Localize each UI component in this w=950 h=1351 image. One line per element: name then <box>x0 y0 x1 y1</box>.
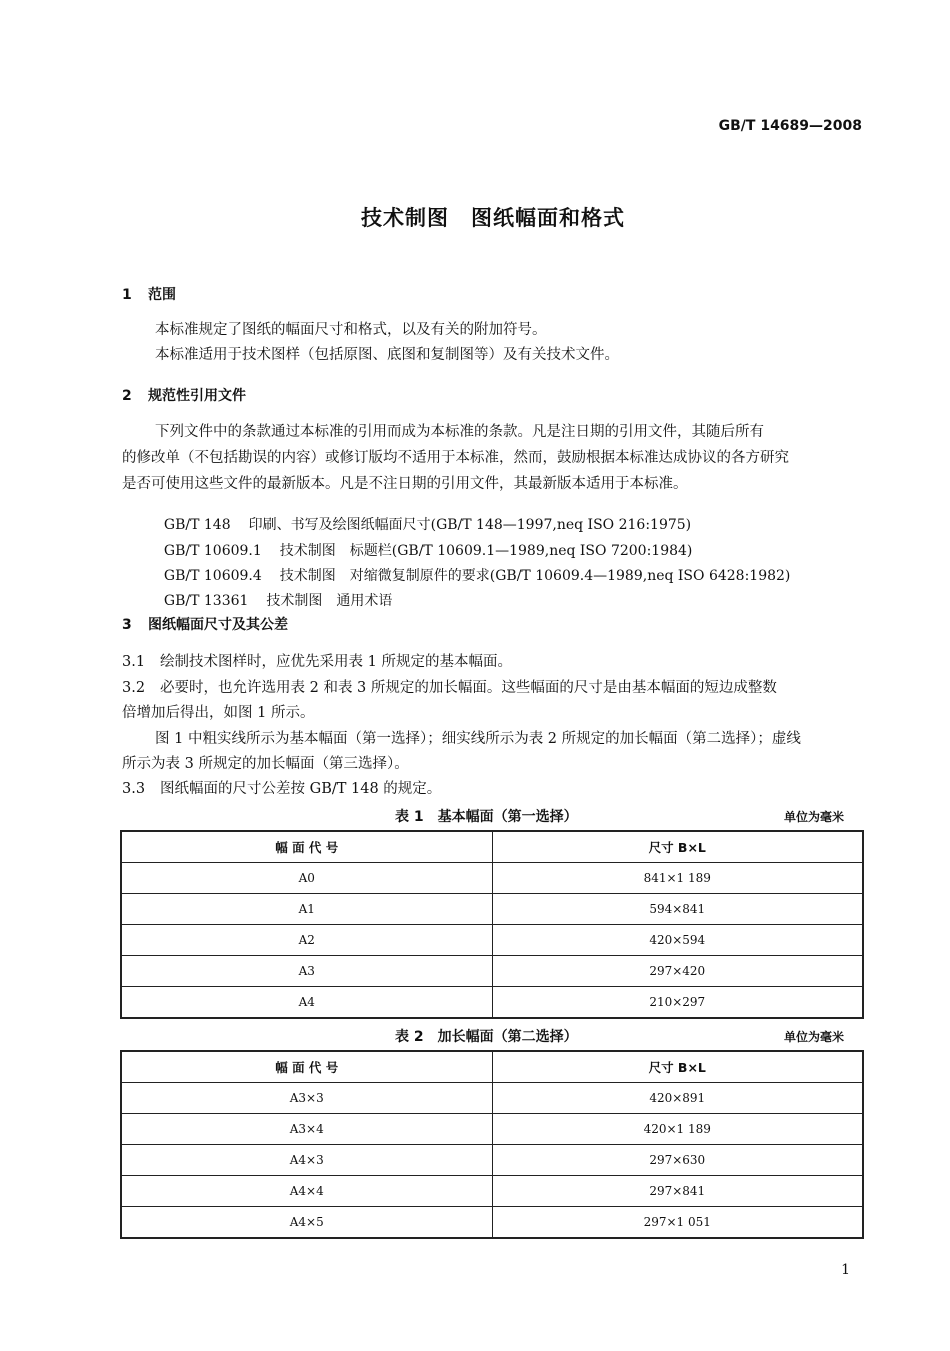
reference-text: 技术制图 标题栏(GB/T 10609.1—1989,neq ISO 7200:1984) <box>279 543 693 559</box>
clause-text: 绘制技术图样时，应优先采用表 1 所规定的基本幅面。 <box>160 654 512 670</box>
table-cell: A4 <box>121 987 492 1019</box>
section-title: 规范性引用文件 <box>148 388 246 404</box>
table-cell: A4×4 <box>121 1176 492 1207</box>
table-cell: 297×841 <box>492 1176 863 1207</box>
section-title: 范围 <box>148 287 176 303</box>
table-cell: 420×891 <box>492 1083 863 1114</box>
table-row <box>121 1083 863 1114</box>
table-cell: A1 <box>121 894 492 925</box>
reference-code: GB/T 13361 <box>163 593 249 609</box>
section-1-heading <box>122 284 176 304</box>
clause-3-2-line-1 <box>122 676 777 701</box>
table-2 <box>120 1050 864 1239</box>
table-row <box>121 1114 863 1145</box>
clause-number: 3.1 <box>122 654 146 670</box>
table-2-unit: 单位为毫米 <box>783 1030 844 1044</box>
table-row <box>121 894 863 925</box>
reference-code: GB/T 148 <box>163 517 231 533</box>
column-header: 尺寸 B×L <box>492 1051 863 1083</box>
section-1-paragraph-1: 本标准规定了图纸的幅面尺寸和格式，以及有关的附加符号。 <box>155 322 547 338</box>
standard-number: GB/T 14689—2008 <box>718 118 862 134</box>
reference-code: GB/T 10609.4 <box>163 568 262 584</box>
clause-number: 3.3 <box>122 781 146 797</box>
reference-text: 技术制图 对缩微复制原件的要求(GB/T 10609.4—1989,neq ISO 6428:1982) <box>279 568 791 584</box>
table-2-caption: 表 2 加长幅面（第二选择） <box>395 1029 578 1045</box>
reference-item <box>155 574 410 610</box>
column-header: 幅 面 代 号 <box>121 1051 492 1083</box>
table-header-row <box>121 831 863 863</box>
table-cell: A3×3 <box>121 1083 492 1114</box>
table-row <box>121 1207 863 1239</box>
clause-3-1 <box>122 650 512 675</box>
document-title: 技术制图 图纸幅面和格式 <box>361 206 625 230</box>
section-2-paragraph-line-3: 是否可使用这些文件的最新版本。凡是不注日期的引用文件，其最新版本适用于本标准。 <box>122 476 688 492</box>
section-number: 2 <box>122 388 132 404</box>
section-1-paragraph-2: 本标准适用于技术图样（包括原图、底图和复制图等）及有关技术文件。 <box>155 347 619 363</box>
section-2-heading <box>122 385 246 405</box>
table-header-row <box>121 1051 863 1083</box>
table-cell: A0 <box>121 863 492 894</box>
section-2-paragraph-line-1: 下列文件中的条款通过本标准的引用而成为本标准的条款。凡是注日期的引用文件，其随后所有 <box>155 424 764 440</box>
table-row <box>121 1176 863 1207</box>
table-cell: 297×630 <box>492 1145 863 1176</box>
table-cell: 420×594 <box>492 925 863 956</box>
table-row <box>121 987 863 1019</box>
clause-number: 3.2 <box>122 680 146 696</box>
table-cell: A2 <box>121 925 492 956</box>
clause-3-2-line-2: 倍增加后得出，如图 1 所示。 <box>122 705 315 721</box>
clause-text: 必要时，也允许选用表 2 和表 3 所规定的加长幅面。这些幅面的尺寸是由基本幅面的短边成整数 <box>160 680 777 696</box>
column-header: 幅 面 代 号 <box>121 831 492 863</box>
section-title: 图纸幅面尺寸及其公差 <box>148 617 288 633</box>
section-number: 1 <box>122 287 132 303</box>
table-row <box>121 863 863 894</box>
table-row <box>121 956 863 987</box>
figure-note-line-2: 所示为表 3 所规定的加长幅面（第三选择）。 <box>122 756 409 772</box>
table-cell: 594×841 <box>492 894 863 925</box>
table-1 <box>120 830 864 1019</box>
clause-3-3 <box>122 777 441 802</box>
table-1-caption: 表 1 基本幅面（第一选择） <box>395 809 578 825</box>
table-cell: 210×297 <box>492 987 863 1019</box>
reference-code: GB/T 10609.1 <box>163 543 262 559</box>
table-row <box>121 925 863 956</box>
page-number: 1 <box>841 1262 850 1278</box>
table-cell: 297×420 <box>492 956 863 987</box>
table-cell: 841×1 189 <box>492 863 863 894</box>
reference-text: 技术制图 通用术语 <box>266 593 393 609</box>
table-cell: 420×1 189 <box>492 1114 863 1145</box>
table-cell: 297×1 051 <box>492 1207 863 1239</box>
clause-text: 图纸幅面的尺寸公差按 GB/T 148 的规定。 <box>160 781 442 797</box>
table-cell: A4×5 <box>121 1207 492 1239</box>
table-cell: A4×3 <box>121 1145 492 1176</box>
table-row <box>121 1145 863 1176</box>
section-number: 3 <box>122 617 132 633</box>
section-2-paragraph-line-2: 的修改单（不包括勘误的内容）或修订版均不适用于本标准，然而，鼓励根据本标准达成协议的各方研究 <box>122 450 789 466</box>
table-1-unit: 单位为毫米 <box>783 810 844 824</box>
table-cell: A3×4 <box>121 1114 492 1145</box>
reference-text: 印刷、书写及绘图纸幅面尺寸(GB/T 148—1997,neq ISO 216:1975) <box>248 517 692 533</box>
column-header: 尺寸 B×L <box>492 831 863 863</box>
table-cell: A3 <box>121 956 492 987</box>
section-3-heading <box>122 614 288 634</box>
figure-note-line-1: 图 1 中粗实线所示为基本幅面（第一选择）；细实线所示为表 2 所规定的加长幅面（第二选择）；虚线 <box>155 731 801 747</box>
